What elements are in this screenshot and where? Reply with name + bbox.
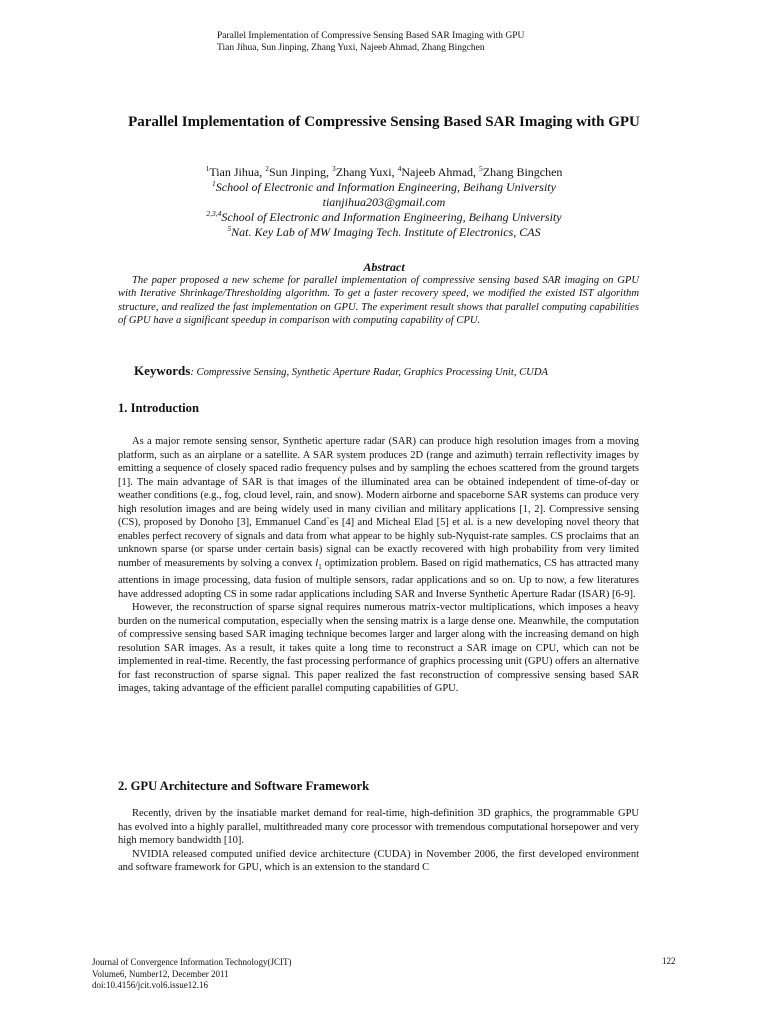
keywords-line — [134, 364, 674, 380]
affiliation-1-text: School of Electronic and Information Engineering, Beihang University — [215, 180, 556, 194]
keywords-text: Compressive Sensing, Synthetic Aperture Radar, Graphics Processing Unit, CUDA — [196, 367, 548, 378]
page-number: 122 — [662, 956, 676, 966]
paragraph-text: As a major remote sensing sensor, Synthetic aperture radar (SAR) can produce high resolution images from a moving platform, such as an airplane or a satellite. A SAR system produces 2D (range and azimuth) terrain reflectivity images by emitting a sequence of closely spaced radio frequency pulses and by sampling the echoes scattered from the ground targets [1]. The main advantage of SAR is that images of the illuminated area can be obtained independent of time-of-day or weather conditions (e.g., fog, cloud level, rain, and snow). Modern airborne and spaceborne SAR systems can produce very high resolution images and are being widely used in many civilian and military applications [1, 2]. Compressive sensing (CS), proposed by Donoho [3], Emmanuel Cand`es [4] and Micheal Elad [5] et al. is a new developing novel theory that enables perfect recovery of signals and data from what appear to be highly sub-Nyquist-rate samples. CS proclaims that an unknown sparse (or sparse under certain basis) signal can be exactly recovered with high probability from very limited number of measurements by solving a convex — [118, 436, 639, 569]
section-1-paragraph-1 — [118, 435, 639, 601]
l1-norm-symbol: l — [315, 557, 319, 569]
affiliation-3-sup: 5 — [227, 224, 232, 233]
l1-norm-subscript: 1 — [318, 562, 322, 571]
section-1-paragraph-2: However, the reconstruction of sparse signal requires numerous matrix-vector multiplications, which imposes a heavy burden on the numerical computation, especially when the sensing matrix is a large dense one. Meanwhile, the computation of compressive sensing based SAR imaging technique becomes larger and larger along with the increasing demand on high resolution SAR images. As a result, it takes quite a long time to reconstruct a SAR image on CPU, which can not be implemented in real-time. Recently, the fast processing performance of graphics processing unit (GPU) offers an alternative for fast reconstruction of sparse signal. This paper realized the fast reconstruction of compressive sensing based SAR images, taking advantage of the efficient parallel computing capabilities of GPU. — [118, 602, 639, 695]
running-header-authors: Tian Jihua, Sun Jinping, Zhang Yuxi, Najeeb Ahmad, Zhang Bingchen — [217, 42, 485, 53]
footer-doi[interactable]: doi:10.4156/jcit.vol6.issue12.16 — [92, 980, 208, 990]
running-header — [217, 31, 524, 54]
author-5-sup: 5 — [479, 164, 483, 173]
author-block — [100, 165, 668, 240]
running-header-title: Parallel Implementation of Compressive Sensing Based SAR Imaging with GPU — [217, 31, 525, 41]
affiliation-1 — [100, 180, 668, 195]
section-2-body — [118, 807, 639, 875]
section-1-body — [118, 435, 639, 696]
affiliation-1-sup: 1 — [212, 179, 216, 188]
section-1-heading: 1. Introduction — [118, 401, 199, 415]
author-2: Sun Jinping, — [268, 165, 332, 179]
abstract-text: The paper proposed a new scheme for parallel implementation of compressive sensing based SAR imaging on GPU with Iterative Shrinkage/Thresholding algorithm. To get a faster recovery speed, we modified the existed IST algorithm structure, and realized the fast implementation on GPU. The experiment result shows that parallel computing capabilities of GPU have a significant speedup in comparison with computing capability of CPU. — [118, 275, 639, 327]
affiliation-3 — [100, 225, 668, 240]
abstract-heading: Abstract — [363, 260, 405, 274]
author-2-sup: 2 — [265, 164, 269, 173]
affiliation-3-text: Nat. Key Lab of MW Imaging Tech. Institute of Electronics, CAS — [231, 225, 541, 239]
journal-footer — [92, 957, 292, 992]
footer-journal: Journal of Convergence Information Technology(JCIT) — [92, 957, 292, 967]
author-3: Zhang Yuxi, — [335, 165, 398, 179]
author-list — [100, 165, 668, 180]
affiliation-2-sup: 2,3,4 — [206, 209, 222, 218]
author-4-sup: 4 — [397, 164, 402, 173]
keywords-separator: : — [190, 367, 197, 378]
footer-volume: Volume6, Number12, December 2011 — [92, 968, 229, 979]
section-2-paragraph-1: Recently, driven by the insatiable market demand for real-time, high-definition 3D graphics, the programmable GPU has evolved into a highly parallel, multithreaded many core processor with tremendous computational horsepower and very high memory bandwidth [10]. — [118, 808, 639, 846]
author-1: Tian Jihua, — [209, 165, 266, 179]
author-4: Najeeb Ahmad, — [401, 165, 480, 179]
section-2-heading: 2. GPU Architecture and Software Framework — [118, 779, 370, 793]
author-3-sup: 3 — [331, 164, 336, 173]
author-1-sup: 1 — [205, 164, 210, 173]
affiliation-2-text: School of Electronic and Information Engineering, Beihang University — [221, 210, 562, 224]
paper-title: Parallel Implementation of Compressive Sensing Based SAR Imaging with GPU — [128, 114, 640, 130]
author-email[interactable]: tianjihua203@gmail.com — [322, 195, 446, 209]
affiliation-2 — [100, 210, 668, 225]
author-5: Zhang Bingchen — [482, 165, 563, 179]
keywords-label: Keywords — [134, 363, 191, 378]
paragraph-text: optimization problem. Based on rigid mathematics, CS has attracted many attentions in image processing, data fusion of multiple sensors, radar applications and so on. Up to now, a few literatures have addressed adopting CS in some radar applications including SAR and Inverse Synthetic Aperture Radar (ISAR) [6-9]. — [118, 557, 639, 600]
section-2-paragraph-2: NVIDIA released computed unified device architecture (CUDA) in November 2006, the first developed environment and software framework for GPU, which is an extension to the standard C — [118, 848, 639, 873]
